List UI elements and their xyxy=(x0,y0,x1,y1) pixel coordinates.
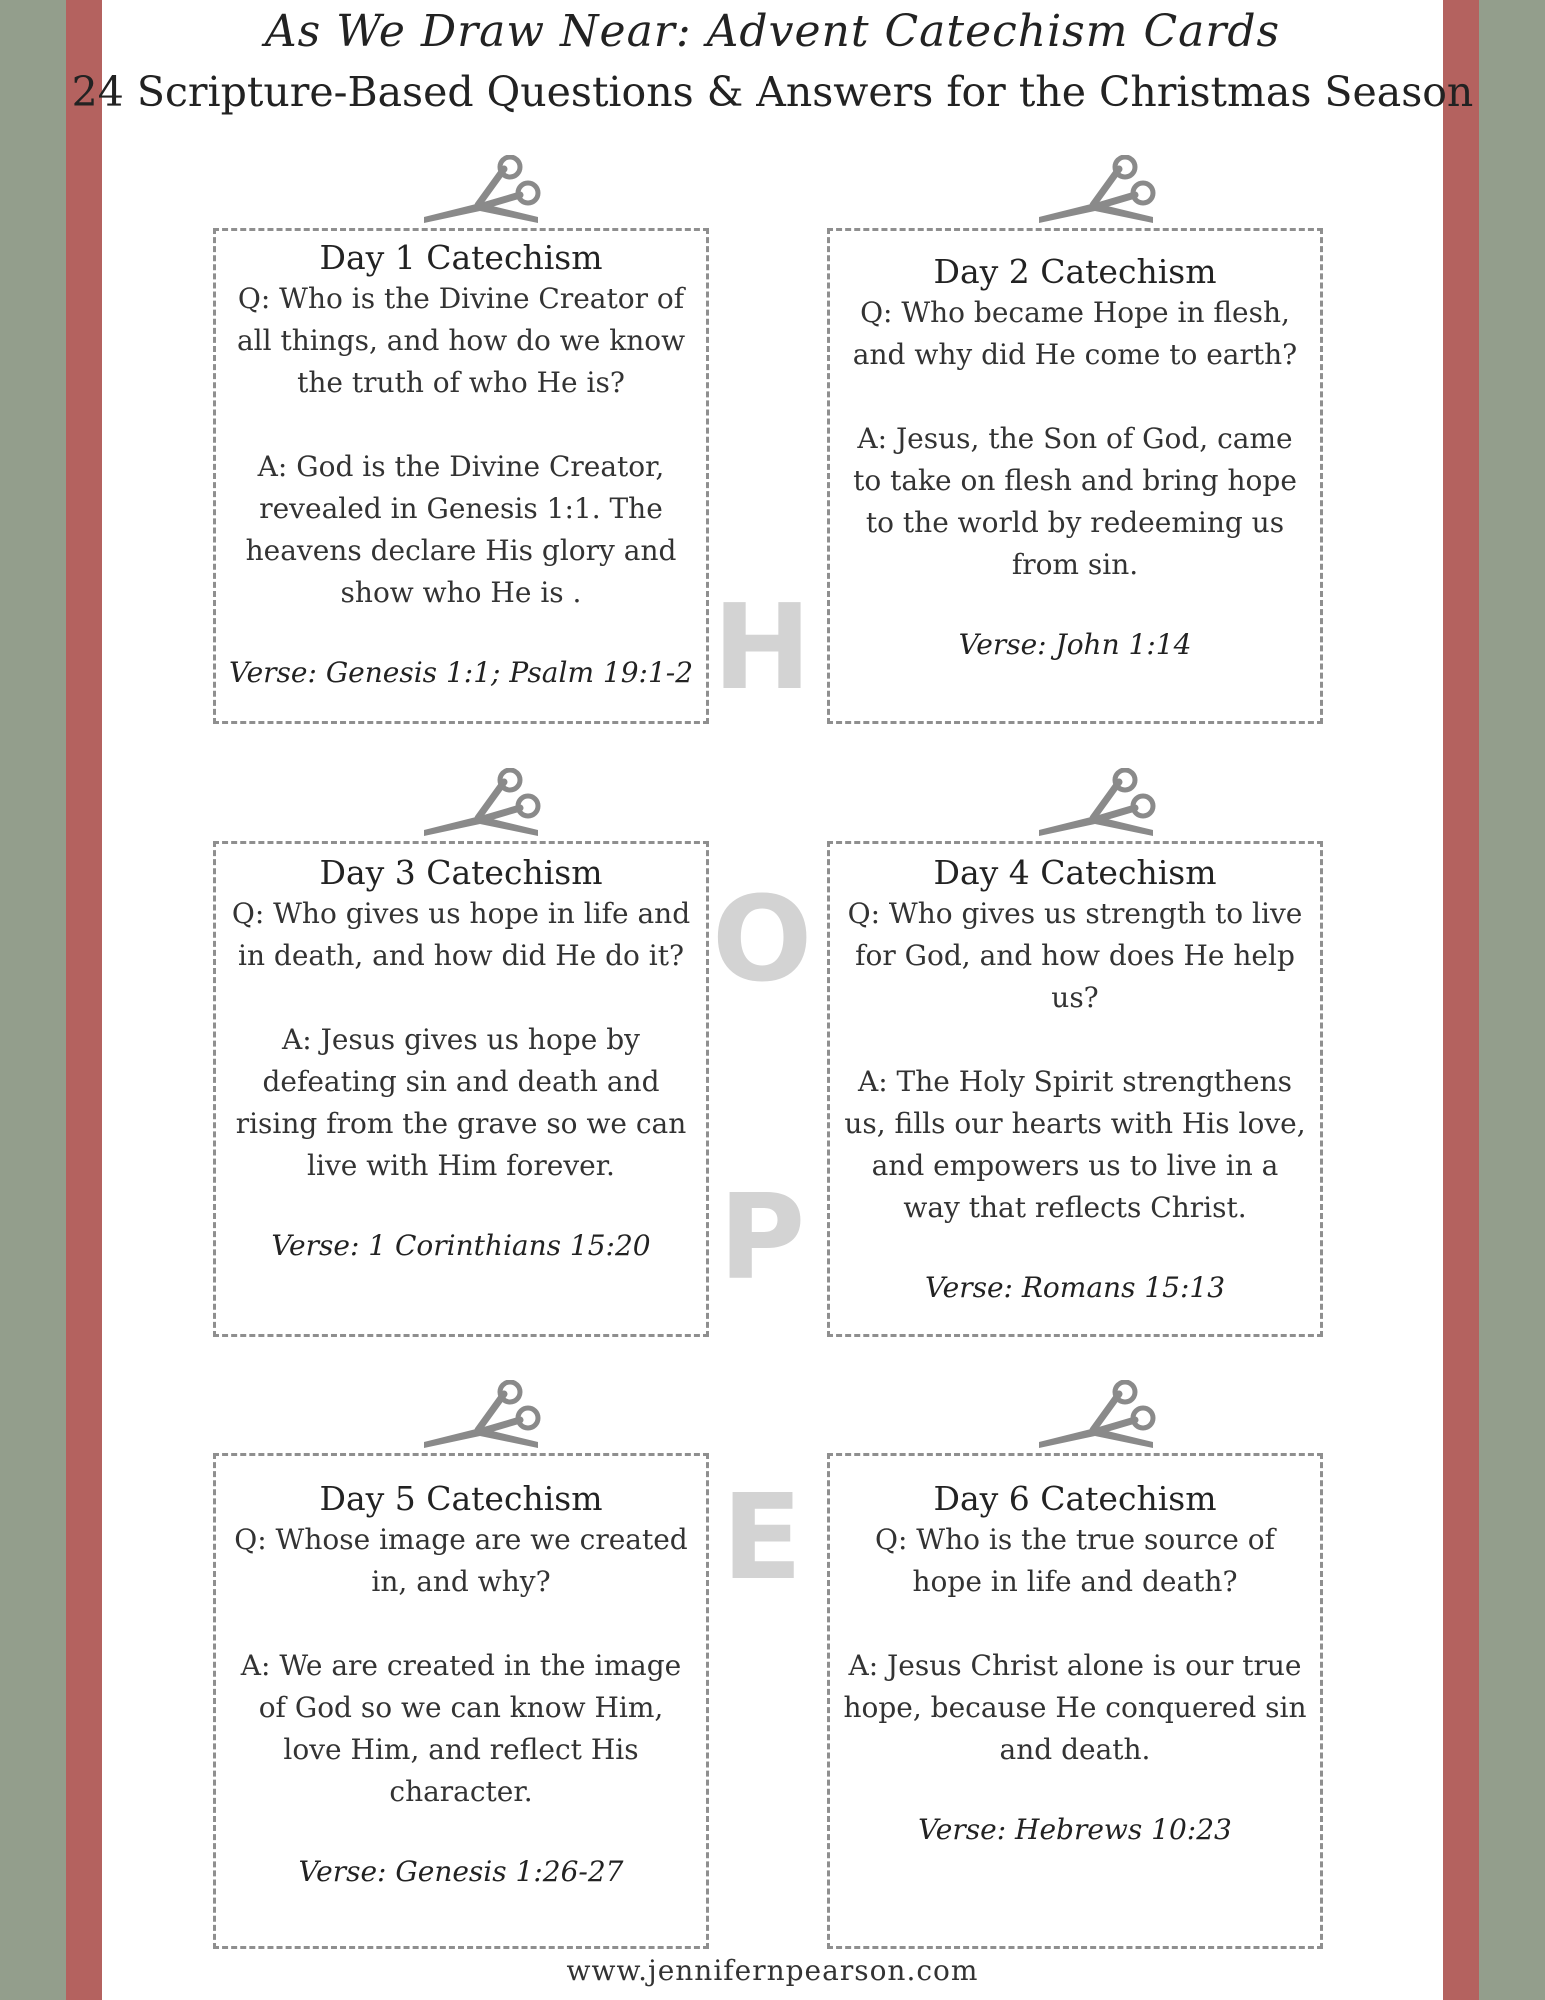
catechism-card-day-5 xyxy=(213,1453,709,1949)
card-verse: Verse: 1 Corinthians 15:20 xyxy=(271,1229,651,1263)
catechism-card-day-2 xyxy=(827,228,1323,724)
right-red-band xyxy=(1443,0,1479,2000)
card-question: Q: Who is the true source of hope in life and death? xyxy=(875,1523,1275,1599)
card-title: Day 1 Catechism xyxy=(319,238,603,277)
card-answer: A: Jesus, the Son of God, came to take on flesh and bring hope to the world by redeeming us from sin. xyxy=(853,422,1297,582)
page-title: As We Draw Near: Advent Catechism Cards xyxy=(264,6,1281,57)
card-verse: Verse: Hebrews 10:23 xyxy=(918,1813,1232,1847)
card-verse: Verse: Romans 15:13 xyxy=(924,1271,1226,1305)
scissors-icon xyxy=(1035,768,1165,840)
card-answer: A: Jesus Christ alone is our true hope, because He conquered sin and death. xyxy=(843,1649,1307,1767)
left-red-band xyxy=(66,0,102,2000)
card-answer: A: We are created in the image of God so we can know Him, love Him, and reflect His character. xyxy=(240,1649,682,1809)
scissors-icon xyxy=(420,768,550,840)
page-subtitle: 24 Scripture-Based Questions & Answers for the Christmas Season xyxy=(71,68,1474,116)
catechism-card-day-1 xyxy=(213,228,709,724)
watermark-letter-o: O xyxy=(712,870,813,1008)
footer-website-url: www.jennifernpearson.com xyxy=(566,1954,979,1987)
card-question: Q: Who became Hope in flesh, and why did He come to earth? xyxy=(852,296,1298,372)
card-title: Day 3 Catechism xyxy=(319,853,603,892)
card-answer: A: Jesus gives us hope by defeating sin and death and rising from the grave so we can live with Him forever. xyxy=(235,1023,687,1183)
card-question: Q: Who is the Divine Creator of all things, and how do we know the truth of who He is? xyxy=(236,282,686,400)
card-verse: Verse: Genesis 1:1; Psalm 19:1-2 xyxy=(228,656,694,690)
scissors-icon xyxy=(1035,1380,1165,1452)
left-green-band xyxy=(0,0,66,2000)
card-question: Q: Whose image are we created in, and why? xyxy=(234,1523,688,1599)
card-answer: A: God is the Divine Creator, revealed in Genesis 1:1. The heavens declare His glory and show who He is . xyxy=(245,450,677,610)
card-question: Q: Who gives us hope in life and in death, and how did He do it? xyxy=(231,897,691,973)
watermark-letter-e: E xyxy=(721,1468,803,1606)
card-verse: Verse: Genesis 1:26-27 xyxy=(298,1855,624,1889)
scissors-icon xyxy=(1035,155,1165,227)
card-answer: A: The Holy Spirit strengthens us, fills our hearts with His love, and empowers us to live in a way that reflects Christ. xyxy=(844,1065,1306,1225)
scissors-icon xyxy=(420,1380,550,1452)
card-verse: Verse: John 1:14 xyxy=(958,628,1192,662)
watermark-letter-p: P xyxy=(718,1168,806,1306)
card-title: Day 4 Catechism xyxy=(933,853,1217,892)
card-question: Q: Who gives us strength to live for God, and how does He help us? xyxy=(847,897,1303,1015)
catechism-card-day-3 xyxy=(213,841,709,1337)
scissors-icon xyxy=(420,155,550,227)
card-title: Day 5 Catechism xyxy=(319,1479,603,1518)
catechism-card-day-6 xyxy=(827,1453,1323,1949)
watermark-letter-h: H xyxy=(712,578,812,716)
card-title: Day 6 Catechism xyxy=(933,1479,1217,1518)
right-green-band xyxy=(1479,0,1545,2000)
catechism-card-day-4 xyxy=(827,841,1323,1337)
card-title: Day 2 Catechism xyxy=(933,252,1217,291)
